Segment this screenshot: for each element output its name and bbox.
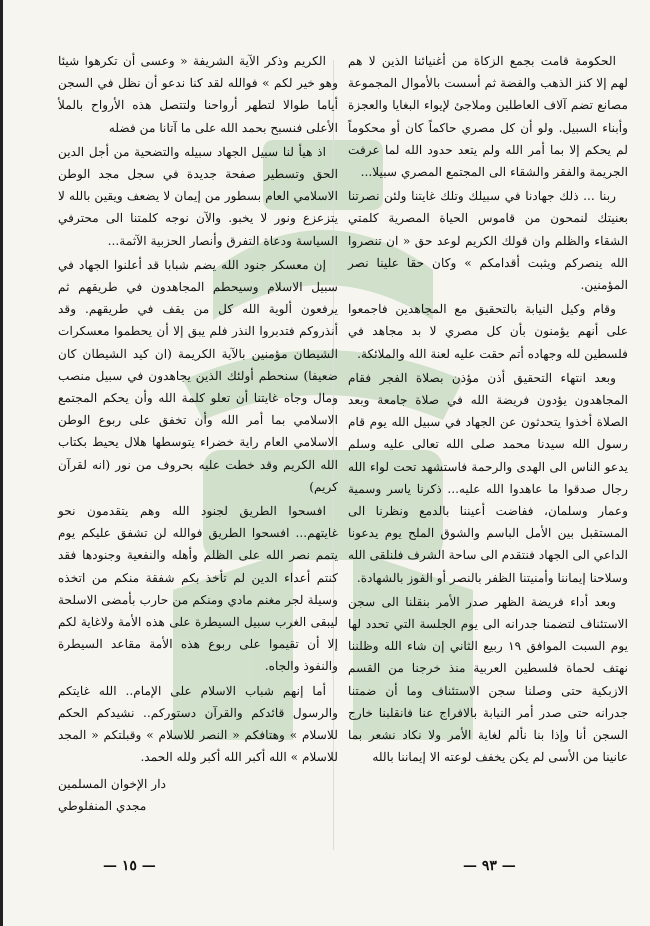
- paragraph: أما إنهم شباب الاسلام على الإمام.. الله غايتكم والرسول قائدكم والقرآن دستوركم.. نشيدكم الحكم للاسلام » وهتافكم « النصر للاسلام » وقبلتكم « المجد للاسلام » الله أكبر الله أكبر ولله الحمد.: [58, 683, 338, 765]
- paragraph: الكريم وذكر الآية الشريفة « وعسى أن تكرهوا شيئا وهو خير لكم » فوالله لقد كنا ندعو أن نظل في السجن أياما طوالا لتطهر أرواحنا ولتتصل هذه الأرواح بالملأ الأعلى فنسبح بحمد الله على ما آتانا من فضله: [58, 54, 338, 135]
- paragraph: الحكومة قامت بجمع الزكاة من أغنيائنا الذين لا هم لهم إلا كنز الذهب والفضة ثم أسست بالأموال المجموعة مصانع تضم آلاف العاطلين وملاجئ لإيواء البغايا والعجزة وأبناء السبيل. ولو أن كل مصري حاكماً كان أو محكوماً لم يحكم إلا بما أمر الله ولم يتعد حدود الله لما عرفت الجريمة والفقر والشقاء الى المجتمع المصري سبيلا...: [348, 54, 628, 180]
- signature-block: [58, 773, 338, 817]
- paragraph: افسحوا الطريق لجنود الله وهم يتقدمون نحو غايتهم... افسحوا الطريق فوالله لن تشفق عليكم يوم يتمم نصر الله على الظلم وأهله والنفعية وجنودها فقد كنتم أعداء الدين لم تأخذ بكم شفقة منكم من اتخذه وسيلة لجر مغنم مادي ومنكم من حارب بأمضى الاسلحة ليبقى الغرب سبيل السيطرة على هذه الأمة ولاغاية لكم إلا أن تقيموا على ربوع هذه الأمة مقاعد السيطرة والنفوذ والجاه.: [58, 504, 338, 674]
- paragraph: اذ هيأ لنا سبيل الجهاد سبيله والتضحية من أجل الدين الحق وتسطير صفحة جديدة في سجل مجد الوطن الاسلامي العام بسطور من إيمان لا يضعف ويقين بالله لا يتزعزع ونور لا يخبو. والآن نوجه كلمتنا الى محترفي السياسة ودعاة التفرق وأنصار الحزبية الآثمة...: [58, 144, 338, 248]
- left-column: [58, 50, 338, 817]
- signature-org: دار الإخوان المسلمين: [58, 776, 167, 791]
- page-number-left: — ١٥ —: [103, 858, 156, 874]
- signature-name: مجدي المنفلوطي: [58, 798, 147, 813]
- paragraph: إن معسكر جنود الله يضم شبابا قد أعلنوا الجهاد في سبيل الاسلام وسيحطم المجاهدون في طريقهم ثم يرفعون ألوية الله كل من يقف في طريقهم. وقد أنذروكم فتدبروا النذر فلم يبق إلا أن يحطموا معسكرات الشيطان مؤمنين بالآية الكريمة (ان كيد الشيطان كان ضعيفا) سنحطم أولئك الذين يجاهدون في سبيل منصب ومال وجاه غايتنا أن تعلو كلمة الله وأن يحكم المجتمع الاسلامي بما أمر الله وأن تخفق على ربوع الوطن الاسلامي العام راية خضراء يتوسطها هلال يحيط بكتاب الله الكريم وقد خطت عليه بحروف من نور (انه لقرآن كريم): [58, 257, 338, 494]
- paragraph: ربنا ... ذلك جهادنا في سبيلك وتلك غايتنا ولئن نصرتنا بعنيتك لنمحون من قاموس الحياة المصرية كلمتي الشقاء والظلم وان قولك الكريم لوعد حق « ان تنصروا الله ينصركم ويثبت أقدامكم » وكان حقا علينا نصر المؤمنين.: [348, 189, 628, 293]
- paragraph: وقام وكيل النيابة بالتحقيق مع المجاهدين فاجمعوا على أنهم يؤمنون بأن كل مصري لا بد مجاهد في فلسطين لله وجهاده أتم حقت عليه لعنة الله والملائكة.: [348, 302, 628, 361]
- right-column: [348, 50, 628, 771]
- paragraph: وبعد انتهاء التحقيق أذن مؤذن بصلاة الفجر فقام المجاهدون يؤدون فريضة الله في صلاة جامعة وبعد الصلاة أخذوا يتحدثون عن الجهاد في سبيل الله يوم قام رسول الله سيدنا محمد صلى الله تعالى عليه وسلم يدعو الناس الى الهدى والرحمة فاستشهد تحت لواء الله رجال صدقوا ما عاهدوا الله عليه... ذكرنا ياسر وسمية وعمار وسلمان، ففاضت أعيننا بالدمع ونظرنا الى المستقبل بين الأمل الباسم والشوق الملح يوم يدعونا الداعي الى الجهاد فنتقدم الى ساحة الشرف فلنلقى الله وسلاحنا إيماننا وأمنيتنا الظفر بالنصر أو الفوز بالشهادة.: [348, 370, 628, 585]
- page-number-right: — ٩٣ —: [463, 858, 516, 874]
- paragraph: وبعد أداء فريضة الظهر صدر الأمر بنقلنا الى سجن الاستئناف لتضمنا جدرانه الى يوم الجلسة التي تحدد لها يوم السبت الموافق ١٩ ربيع الثاني إن شاء الله وظلننا نهتف لحماة فلسطين العربية منذ خرجنا من القسم الازبكية حتى وصلنا سجن الاستئناف وما أن ضمتنا جدرانه حتى صدر أمر النيابة بالافراج عنا فانقلبنا خارج السجن أنا وإذا بنا نألم لغاية الأمر ولا نكاد نشعر بما عانينا من الأسى لم يكن يخفف لوعته الا إيماننا بالله: [348, 594, 629, 765]
